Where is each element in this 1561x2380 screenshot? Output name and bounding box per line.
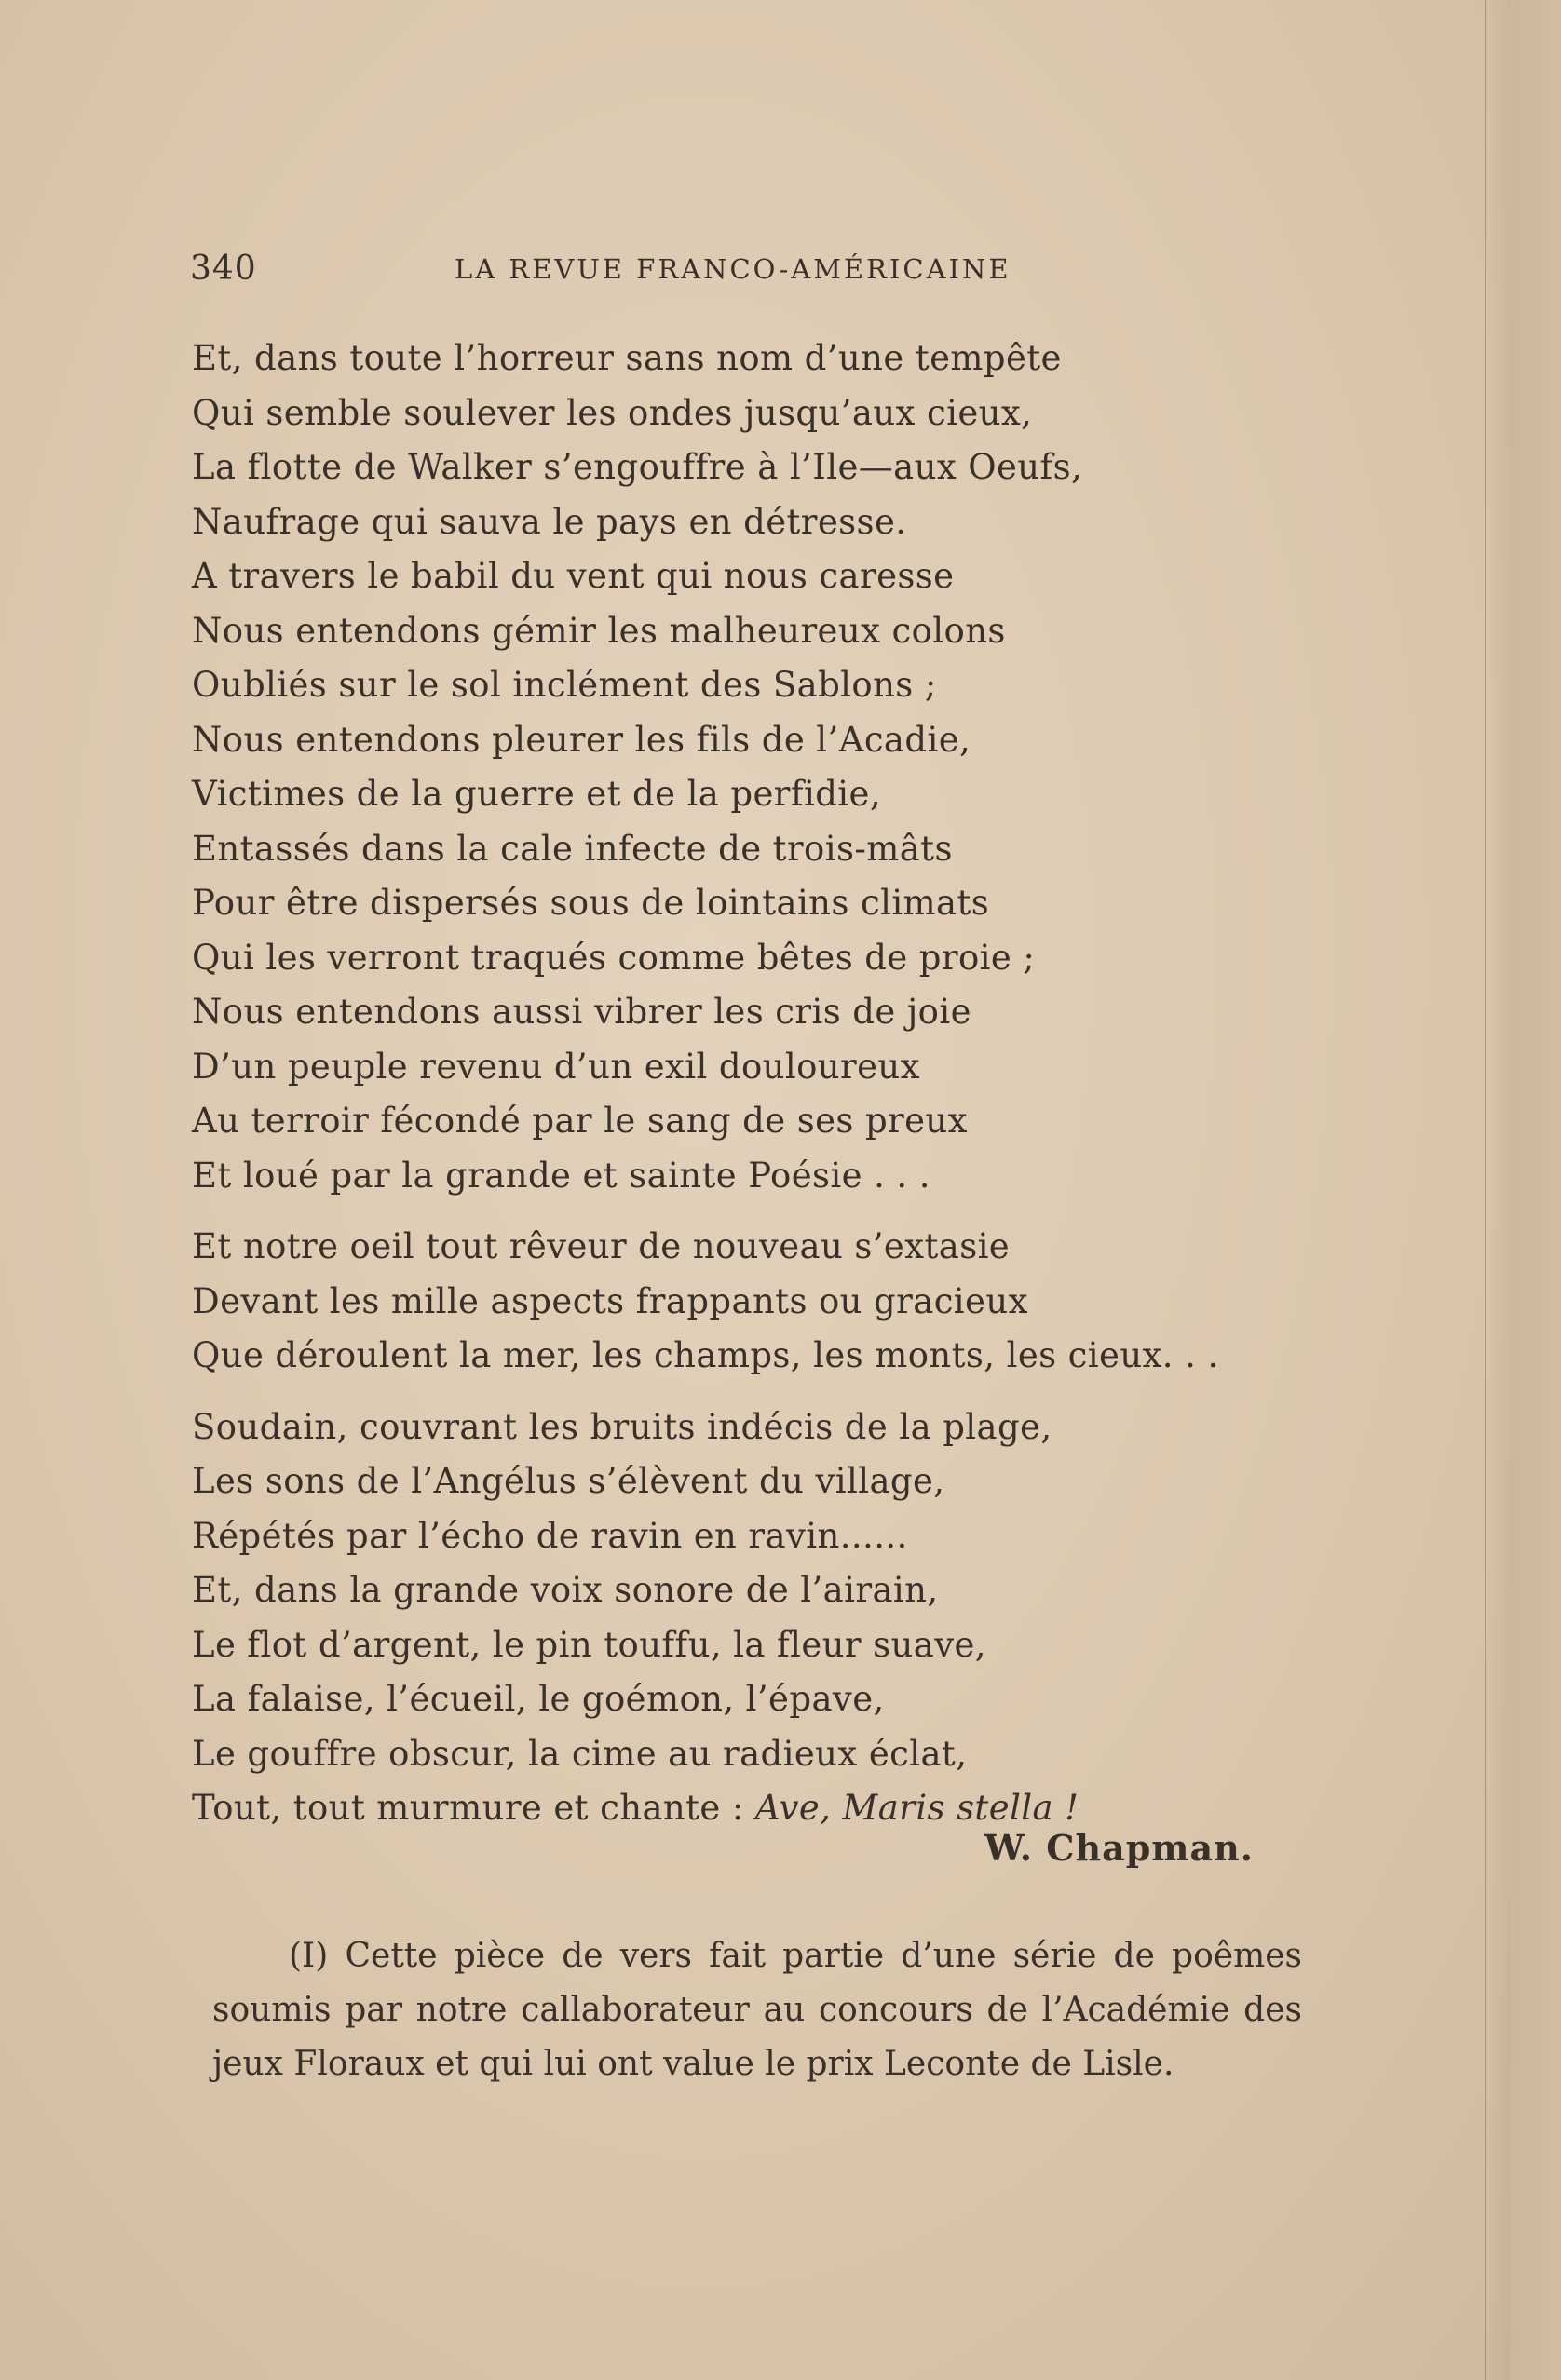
verse-line: Le gouffre obscur, la cime au radieux éclat, xyxy=(192,1733,968,1774)
page-header xyxy=(190,250,1028,287)
verse-line: Soudain, couvrant les bruits indécis de la plage, xyxy=(192,1406,1052,1447)
verse-line: Nous entendons gémir les malheureux colons xyxy=(192,610,1006,651)
verse-line: Et notre oeil tout rêveur de nouveau s’extasie xyxy=(192,1226,1011,1266)
verse-line: Répétés par l’écho de ravin en ravin...... xyxy=(192,1515,908,1556)
verse-line: Naufrage qui sauva le pays en détresse. xyxy=(192,501,907,542)
verse-line: Entassés dans la cale infecte de trois-mâts xyxy=(192,828,953,869)
verse-text: Tout, tout murmure et chante : xyxy=(192,1788,755,1828)
verse-line: D’un peuple revenu d’un exil douloureux xyxy=(192,1046,920,1087)
stanza-1 xyxy=(192,331,1310,1203)
verse-line: Qui les verront traqués comme bêtes de proie ; xyxy=(192,937,1036,978)
stanza-3 xyxy=(192,1400,1310,1836)
verse-line: Les sons de l’Angélus s’élèvent du village, xyxy=(192,1461,945,1501)
verse-line: Oubliés sur le sol inclément des Sablons ; xyxy=(192,665,937,705)
page-edge xyxy=(1485,0,1561,2380)
verse-line: Victimes de la guerre et de la perfidie, xyxy=(192,774,881,814)
stanza-2 xyxy=(192,1220,1310,1384)
verse-line: Devant les mille aspects frappants ou gracieux xyxy=(192,1280,1028,1321)
verse-line: Qui semble soulever les ondes jusqu’aux cieux, xyxy=(192,392,1033,433)
verse-line: La flotte de Walker s’engouffre à l’Ile—aux Oeufs, xyxy=(192,447,1083,487)
verse-line: La falaise, l’écueil, le goémon, l’épave, xyxy=(192,1679,885,1719)
verse-line: Pour être dispersés sous de lointains climats xyxy=(192,883,990,923)
running-title: LA REVUE FRANCO-AMÉRICAINE xyxy=(455,253,1011,285)
verse-line: Au terroir fécondé par le sang de ses preux xyxy=(192,1101,968,1141)
verse-line: Et, dans la grande voix sonore de l’airain, xyxy=(192,1570,939,1610)
verse-line: A travers le babil du vent qui nous caresse xyxy=(192,556,955,596)
verse-line: Et, dans toute l’horreur sans nom d’une tempête xyxy=(192,338,1062,378)
verse-line: Le flot d’argent, le pin touffu, la fleur suave, xyxy=(192,1624,986,1665)
verse-line: Nous entendons aussi vibrer les cris de joie xyxy=(192,992,971,1032)
verse-line: Et loué par la grande et sainte Poésie . . . xyxy=(192,1155,930,1196)
author-signature: W. Chapman. xyxy=(984,1827,1254,1869)
verse-line: Que déroulent la mer, les champs, les monts, les cieux. . . xyxy=(192,1335,1219,1375)
verse-line: Nous entendons pleurer les fils de l’Acadie, xyxy=(192,719,971,760)
page-number: 340 xyxy=(190,250,257,288)
poem xyxy=(192,331,1310,1836)
latin-phrase: Ave, Maris stella ! xyxy=(754,1788,1079,1828)
footnote: (I) Cette pièce de vers fait partie d’une série de poêmes soumis par notre callaborateur au concours de l’Académie des jeux Floraux et qui lui ont value le prix Leconte de Lisle. xyxy=(212,1937,1302,2083)
